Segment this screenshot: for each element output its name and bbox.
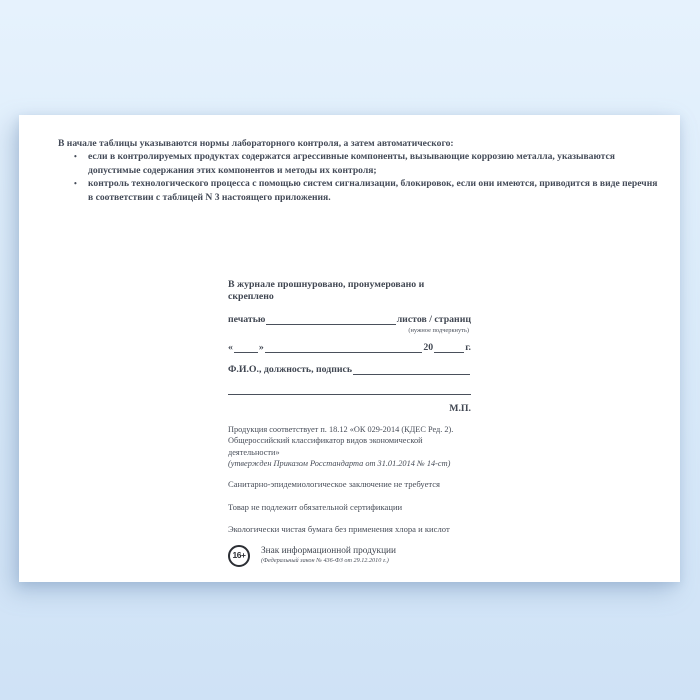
bullet-text — [88, 150, 658, 177]
date-row — [228, 342, 471, 354]
seal-row — [228, 314, 471, 326]
colophon-line: (утвержден Приказом Росстандарта от 31.01.2014 № 14-ст) — [228, 459, 451, 469]
colophon-line: Общероссийский классификатор видов экономической деятельности» — [228, 436, 423, 457]
blank-field-day — [234, 352, 258, 353]
bullet-text — [88, 177, 658, 204]
info-sign-text — [261, 546, 396, 565]
bullet-line: содержания этих компонентов и методы их контроля; — [142, 164, 377, 176]
bullet-icon: • — [74, 179, 77, 189]
colophon-note: Товар не подлежит обязательной сертификации — [228, 501, 403, 512]
info-sign-title: Знак информационной продукции — [261, 546, 396, 557]
seal-label: печатью — [228, 314, 266, 325]
info-sign-row — [228, 545, 476, 567]
colophon-line: Продукция соответствует п. 18.12 «ОК 029-2014 (КДЕС Ред. 2). — [228, 425, 454, 434]
colophon-note: Экологически чистая бумага без применения хлора и кислот — [228, 524, 450, 535]
intro-paragraph — [58, 137, 658, 204]
journal-certification-block — [228, 279, 471, 415]
bullet-line: контроль технологического процесса с помощью систем сигнализации, блокировок, если они имеются, приводится в виде перечня в — [88, 178, 658, 203]
blank-field-name — [353, 374, 470, 375]
info-sign-law: (Федеральный закон № 436-ФЗ от 29.12.2010 г.) — [261, 557, 389, 565]
year-suffix: г. — [465, 342, 471, 353]
quote-open: « — [228, 342, 233, 353]
age-16plus-icon: 16+ — [228, 545, 250, 567]
blank-field-month — [265, 352, 423, 353]
colophon-block — [228, 424, 476, 567]
blank-field-seal-count — [266, 324, 395, 325]
quote-close: » — [258, 342, 264, 353]
colophon-note: Санитарно-эпидемиологическое заключение не требуется — [228, 478, 441, 489]
name-label: Ф.И.О., должность, подпись — [228, 364, 353, 375]
blank-line-full — [228, 394, 471, 395]
name-row — [228, 364, 471, 376]
intro-lead: В начале таблицы указываются нормы лабораторного контроля, а затем автоматического: — [58, 138, 454, 149]
underline-note: (нужное подчеркнуть) — [408, 327, 469, 334]
sheets-label: листов / страниц — [396, 314, 471, 325]
bullet-item — [74, 177, 658, 204]
bullet-line: если в контролируемых продуктах содержатся агрессивные компоненты, вызывающие коррозию металла, указываются допустимые — [88, 151, 615, 176]
journal-heading: В журнале прошнуровано, пронумеровано и скреплено — [228, 279, 425, 302]
document-page — [19, 115, 680, 582]
blank-field-year — [434, 352, 464, 353]
year-prefix: 20 — [423, 342, 434, 353]
seal-abbr: М.П. — [449, 403, 471, 414]
bullet-item — [74, 150, 658, 177]
bullet-icon: • — [74, 152, 77, 162]
bullet-line: соответствии с таблицей N 3 настоящего приложения. — [95, 191, 331, 203]
